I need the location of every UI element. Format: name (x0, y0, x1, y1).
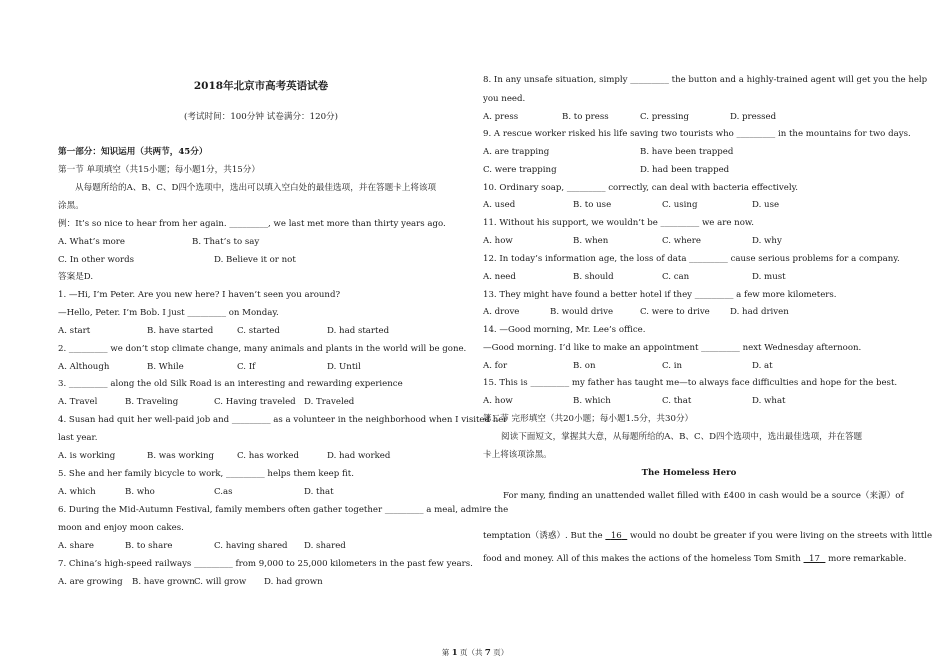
option-d: D. had worked (327, 451, 391, 461)
option-a: A. how (483, 396, 513, 406)
question-15: 15. This is _________ my father has taught me—to always face difficulties and hope for the best. (483, 378, 898, 388)
question-5: 5. She and her family bicycle to work, _________ helps them keep fit. (58, 469, 354, 479)
footer-text: 页） (490, 648, 509, 657)
option-c: C. were trapping (483, 165, 557, 175)
option-c: C. If (237, 362, 256, 372)
option-a: A. Although (58, 362, 110, 372)
question-4-options (58, 450, 464, 462)
option-c: C. having shared (214, 541, 288, 551)
option-b: B. to press (562, 112, 609, 122)
question-8-options (483, 111, 895, 123)
option-c: C. In other words (58, 255, 135, 265)
option-c: C. were to drive (640, 307, 710, 317)
option-a: A. share (58, 541, 94, 551)
question-7: 7. China’s high-speed railways _________ from 9,000 to 25,000 kilometers in the past few years. (58, 559, 473, 569)
option-c: C. Having traveled (214, 397, 296, 407)
option-d: D. Until (327, 362, 361, 372)
option-c: C. in (662, 361, 683, 371)
option-d: D. what (752, 396, 786, 406)
option-b: B. have started (147, 326, 214, 336)
question-9-options-row1 (483, 146, 895, 158)
example-options-row1 (58, 236, 464, 248)
section2-instruction: 阅读下面短文，掌握其大意，从每题所给的A、B、C、D四个选项中，选出最佳选项，并在答题 (501, 432, 863, 442)
option-c: C. has worked (237, 451, 299, 461)
part1-heading: 第一部分：知识运用（共两节，45分） (58, 147, 208, 157)
option-a: A. how (483, 236, 513, 246)
option-d: D. had grown (264, 577, 323, 587)
question-11-options (483, 235, 895, 247)
question-14-cont: —Good morning. I’d like to make an appointment _________ next Wednesday afternoon. (483, 343, 862, 353)
passage-line-2 (483, 530, 932, 542)
option-b: B. which (573, 396, 611, 406)
option-c: C. where (662, 236, 701, 246)
passage-line-3 (483, 553, 906, 565)
option-d: D. that (304, 487, 334, 497)
option-b: B. would drive (550, 307, 614, 317)
section1-instruction: 从每题所给的A、B、C、D四个选项中，选出可以填入空白处的最佳选项，并在答题卡上将该项 (75, 183, 437, 193)
question-8: 8. In any unsafe situation, simply _________ the button and a highly-trained agent will get you the help (483, 75, 928, 85)
page-footer (0, 648, 950, 658)
question-6-options (58, 540, 464, 552)
option-a: A. Travel (58, 397, 98, 407)
option-b: B. who (125, 487, 155, 497)
blank-number: 16 (610, 531, 622, 541)
question-6-cont: moon and enjoy moon cakes. (58, 523, 184, 533)
question-10: 10. Ordinary soap, _________ correctly, can deal with bacteria effectively. (483, 183, 799, 193)
question-12: 12. In today’s information age, the loss of data _________ cause serious problems for a company. (483, 254, 900, 264)
option-b: B. when (573, 236, 609, 246)
page-title: 2018年北京市高考英语试卷 (193, 80, 329, 92)
option-b: B. have been trapped (640, 147, 734, 157)
blank-16 (605, 531, 627, 541)
option-d: D. had started (327, 326, 390, 336)
option-b: B. should (573, 272, 614, 282)
question-9: 9. A rescue worker risked his life saving two tourists who _________ in the mountains for two days. (483, 129, 911, 139)
section2-instruction-cont: 卡上将该项涂黑。 (483, 450, 552, 460)
option-b: B. have grown (132, 577, 195, 587)
option-d: D. at (752, 361, 773, 371)
passage-text: more remarkable. (825, 554, 907, 564)
example-answer: 答案是D. (58, 272, 94, 282)
option-a: A. are trapping (483, 147, 550, 157)
option-b: B. on (573, 361, 596, 371)
option-b: B. While (147, 362, 184, 372)
footer-text: 第 (441, 648, 452, 657)
question-13-options (483, 306, 895, 318)
question-7-options (58, 576, 464, 588)
option-b: B. That’s to say (192, 237, 260, 247)
question-3: 3. _________ along the old Silk Road is an interesting and rewarding experience (58, 379, 403, 389)
footer-text: 页（共 (457, 648, 485, 657)
option-d: D. use (752, 200, 780, 210)
option-a: A. used (483, 200, 516, 210)
page-total: 7 (484, 648, 491, 658)
option-d: D. shared (304, 541, 346, 551)
option-c: C. that (662, 396, 692, 406)
option-b: B. to use (573, 200, 612, 210)
option-c: C. started (237, 326, 280, 336)
question-11: 11. Without his support, we wouldn’t be _________ we are now. (483, 218, 754, 228)
question-13: 13. They might have found a better hotel if they _________ a few more kilometers. (483, 290, 837, 300)
option-b: B. Traveling (125, 397, 179, 407)
option-b: B. to share (125, 541, 173, 551)
question-9-options-row2 (483, 164, 895, 176)
passage-title: The Homeless Hero (641, 468, 737, 478)
option-a: A. press (483, 112, 519, 122)
question-2: 2. _________ we don’t stop climate change, many animals and plants in the world will be gone. (58, 344, 467, 354)
option-c: C. will grow (194, 577, 247, 587)
option-a: A. for (483, 361, 508, 371)
question-4: 4. Susan had quit her well-paid job and _________ as a volunteer in the neighborhood when I visited her (58, 415, 508, 425)
option-a: A. start (58, 326, 91, 336)
question-5-options (58, 486, 464, 498)
option-b: B. was working (147, 451, 215, 461)
question-8-cont: you need. (483, 94, 526, 104)
option-d: D. had been trapped (640, 165, 730, 175)
option-d: D. had driven (730, 307, 789, 317)
question-1-options (58, 325, 464, 337)
option-a: A. which (58, 487, 96, 497)
exam-subtitle: (考试时间：100分钟 试卷满分：120分) (184, 112, 338, 122)
question-15-options (483, 395, 895, 407)
section1-heading: 第一节 单项填空（共15小题；每小题1分，共15分） (58, 165, 260, 175)
blank-number: 17 (809, 554, 820, 564)
option-a: A. drove (483, 307, 520, 317)
page-number: 1 (451, 648, 458, 658)
question-1-cont: —Hello, Peter. I’m Bob. I just _________ on Monday. (58, 308, 279, 318)
section1-instruction-cont: 涂黑。 (58, 201, 84, 211)
question-10-options (483, 199, 895, 211)
option-c: C. using (662, 200, 698, 210)
question-1: 1. —Hi, I’m Peter. Are you new here? I haven’t seen you around? (58, 290, 341, 300)
example-stem: 例：It’s so nice to hear from her again. _________, we last met more than thirty years ago. (58, 219, 446, 229)
option-a: A. What’s more (58, 237, 126, 247)
blank-17 (804, 554, 826, 564)
question-6: 6. During the Mid-Autumn Festival, family members often gather together _________ a meal, admire the (58, 505, 509, 515)
option-c: C.as (214, 487, 233, 497)
option-c: C. pressing (640, 112, 690, 122)
question-3-options (58, 396, 464, 408)
passage-line-1: For many, finding an unattended wallet filled with £400 in cash would be a source（来源）of (503, 491, 904, 501)
passage-text: food and money. All of this makes the actions of the homeless Tom Smith (483, 554, 804, 564)
option-d: D. Traveled (304, 397, 355, 407)
option-d: D. Believe it or not (214, 255, 296, 265)
option-a: A. are growing (58, 577, 123, 587)
option-d: D. pressed (730, 112, 777, 122)
question-14: 14. —Good morning, Mr. Lee’s office. (483, 325, 646, 335)
example-options-row2 (58, 254, 464, 266)
question-12-options (483, 271, 895, 283)
option-a: A. need (483, 272, 516, 282)
option-c: C. can (662, 272, 690, 282)
passage-text: would no doubt be greater if you were living on the streets with little (627, 531, 933, 541)
option-d: D. must (752, 272, 786, 282)
question-2-options (58, 361, 464, 373)
option-d: D. why (752, 236, 782, 246)
section2-heading: 第二节 完形填空（共20小题；每小题1.5分，共30分） (483, 414, 694, 424)
question-4-cont: last year. (58, 433, 98, 443)
passage-text: temptation（诱惑）. But the (483, 531, 606, 541)
question-14-options (483, 360, 895, 372)
option-a: A. is working (58, 451, 116, 461)
